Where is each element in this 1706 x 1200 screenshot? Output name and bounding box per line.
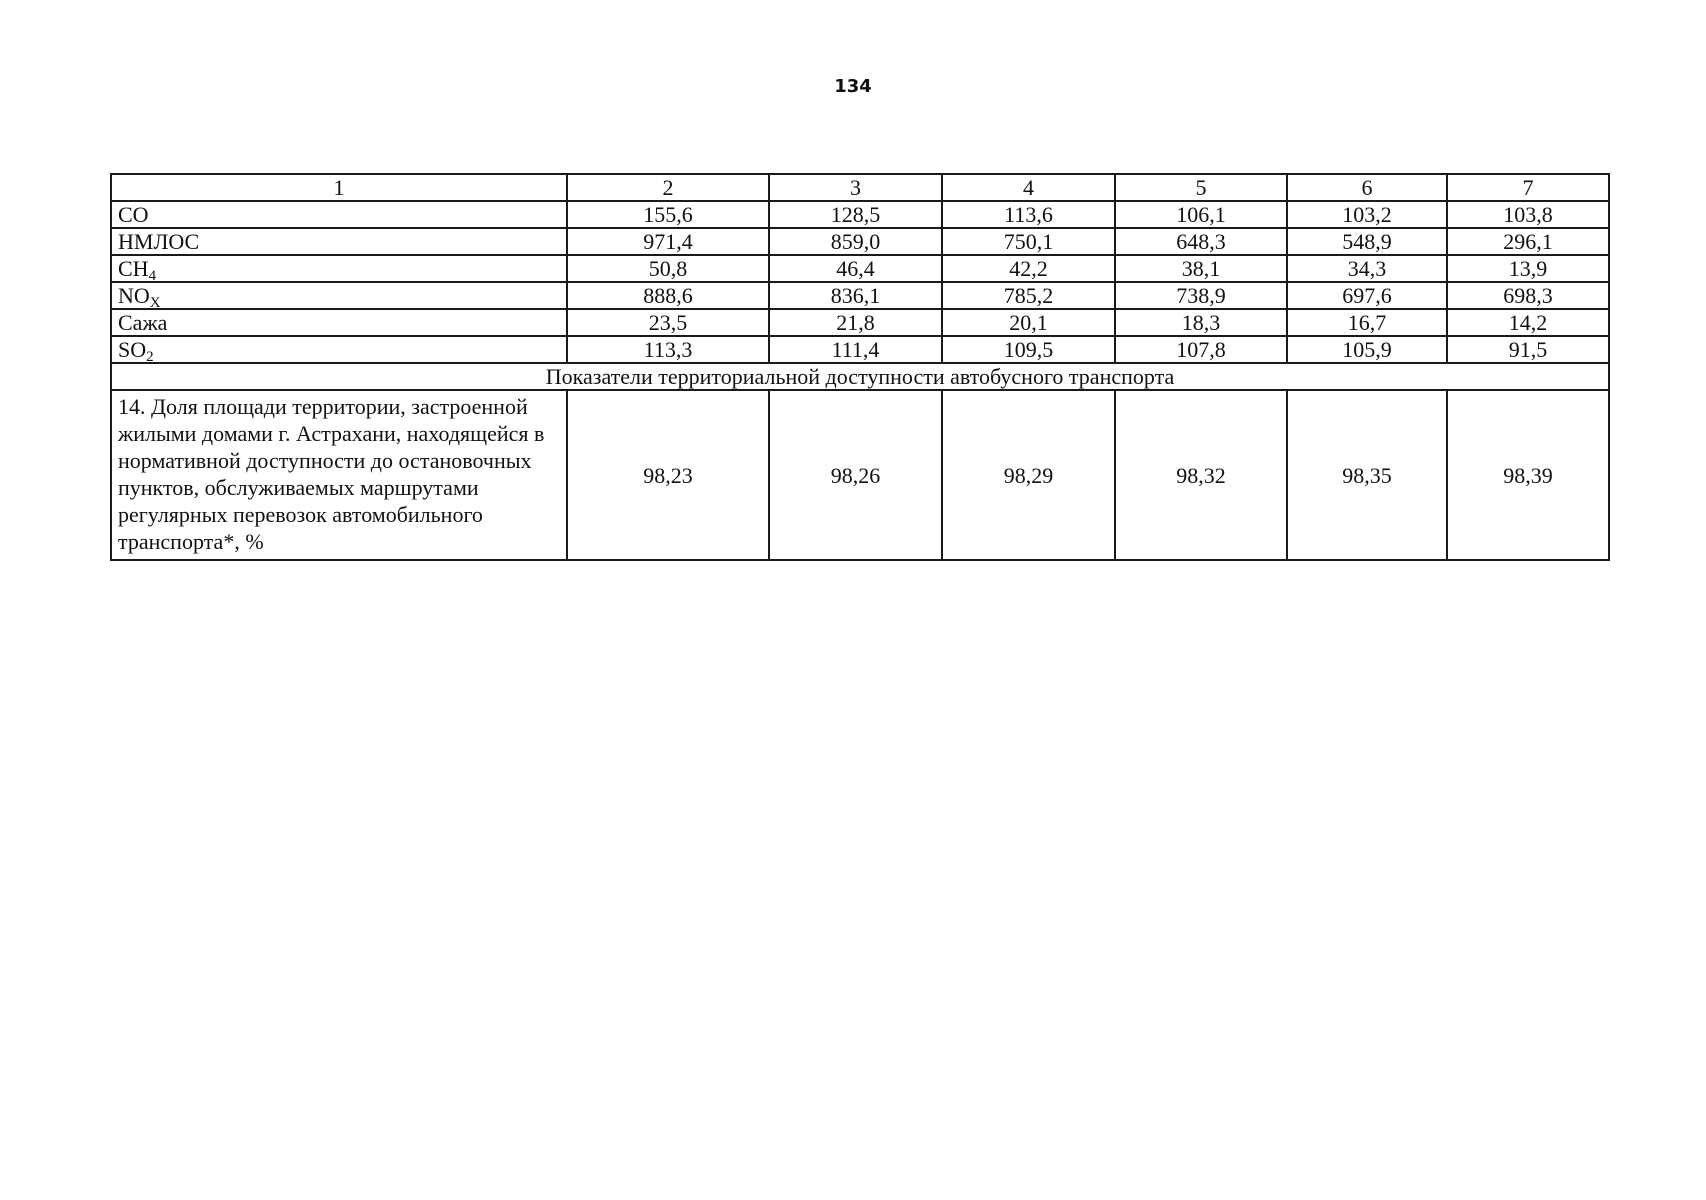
table-cell: 103,8 (1447, 201, 1609, 228)
table-cell: 106,1 (1115, 201, 1287, 228)
indicator-row (111, 390, 1609, 560)
table-cell: 113,3 (567, 336, 769, 363)
table-row (111, 201, 1609, 228)
table-cell: 128,5 (769, 201, 942, 228)
table-cell: 836,1 (769, 282, 942, 309)
table-cell: 296,1 (1447, 228, 1609, 255)
header-cell: 7 (1447, 174, 1609, 201)
header-cell: 2 (567, 174, 769, 201)
table-cell: 738,9 (1115, 282, 1287, 309)
table-cell: 859,0 (769, 228, 942, 255)
table-cell: 18,3 (1115, 309, 1287, 336)
row-label: $NO_X$ (111, 282, 567, 309)
table-cell: 23,5 (567, 309, 769, 336)
table-row (111, 282, 1609, 309)
table-cell: 13,9 (1447, 255, 1609, 282)
table-cell: 111,4 (769, 336, 942, 363)
emissions-table (110, 173, 1610, 561)
table-cell: 42,2 (942, 255, 1115, 282)
table-cell: 750,1 (942, 228, 1115, 255)
page-number: 134 (834, 76, 872, 97)
table-cell: 105,9 (1287, 336, 1447, 363)
table-cell: 698,3 (1447, 282, 1609, 309)
table-cell: 21,8 (769, 309, 942, 336)
indicator-value: 98,29 (942, 390, 1115, 560)
row-label: $CH_4$ (111, 255, 567, 282)
table-row (111, 228, 1609, 255)
indicator-value: 98,35 (1287, 390, 1447, 560)
table-cell: 107,8 (1115, 336, 1287, 363)
table-row (111, 309, 1609, 336)
table-cell: 155,6 (567, 201, 769, 228)
header-row (111, 174, 1609, 201)
table-cell: 648,3 (1115, 228, 1287, 255)
table-cell: 113,6 (942, 201, 1115, 228)
table-cell: 38,1 (1115, 255, 1287, 282)
header-cell: 3 (769, 174, 942, 201)
table-cell: 46,4 (769, 255, 942, 282)
table-row (111, 255, 1609, 282)
header-cell: 1 (111, 174, 567, 201)
table-cell: 16,7 (1287, 309, 1447, 336)
section-title-row (111, 363, 1609, 390)
indicator-value: 98,26 (769, 390, 942, 560)
table-cell: 888,6 (567, 282, 769, 309)
indicator-value: 98,39 (1447, 390, 1609, 560)
table-cell: 34,3 (1287, 255, 1447, 282)
header-cell: 5 (1115, 174, 1287, 201)
row-label: CO (111, 201, 567, 228)
table-row (111, 336, 1609, 363)
section-title: Показатели территориальной доступности автобусного транспорта (111, 363, 1609, 390)
table-cell: 971,4 (567, 228, 769, 255)
table-cell: 14,2 (1447, 309, 1609, 336)
indicator-label: 14. Доля площади территории, застроенной жилыми домами г. Астрахани, находящейся в нормативной доступности до остановочных пунктов, обслуживаемых маршрутами регулярных перевозок автомобильного транспорта*, % (111, 390, 567, 560)
header-cell: 4 (942, 174, 1115, 201)
table-cell: 50,8 (567, 255, 769, 282)
table-cell: 109,5 (942, 336, 1115, 363)
table-cell: 103,2 (1287, 201, 1447, 228)
row-label: Сажа (111, 309, 567, 336)
indicator-value: 98,23 (567, 390, 769, 560)
row-label: $SO_2$ (111, 336, 567, 363)
table-cell: 20,1 (942, 309, 1115, 336)
table-cell: 548,9 (1287, 228, 1447, 255)
row-label: НМЛОС (111, 228, 567, 255)
table-cell: 697,6 (1287, 282, 1447, 309)
table-cell: 785,2 (942, 282, 1115, 309)
header-cell: 6 (1287, 174, 1447, 201)
indicator-value: 98,32 (1115, 390, 1287, 560)
table-cell: 91,5 (1447, 336, 1609, 363)
